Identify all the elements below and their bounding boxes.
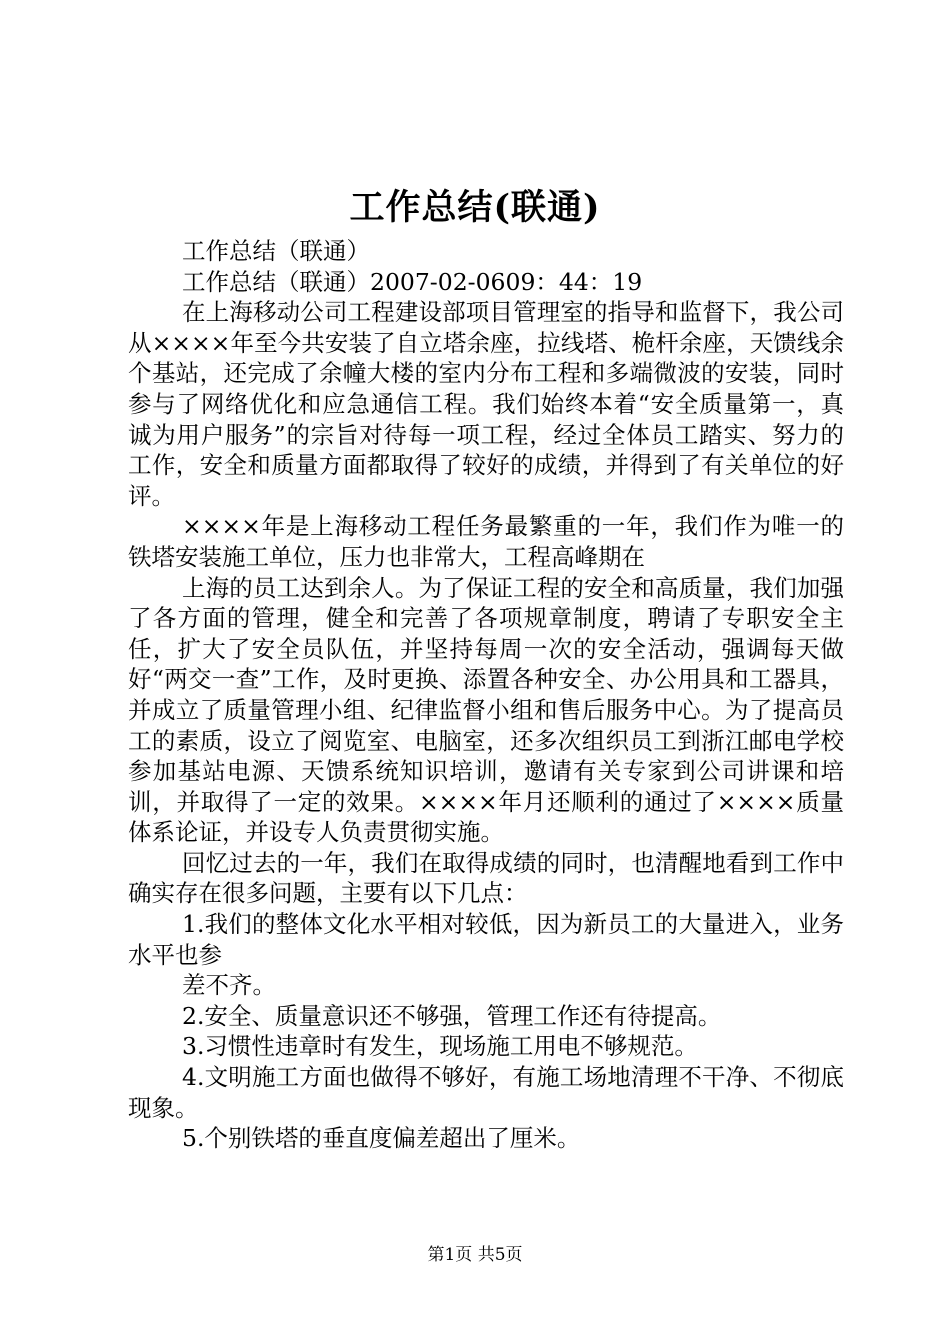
paragraph-subtitle: 工作总结（联通）: [182, 237, 370, 265]
document-title: 工作总结(联通): [349, 187, 601, 228]
paragraph-date-line: 工作总结（联通）2007-02-0609：44：19: [182, 267, 643, 296]
paragraph-review: 回忆过去的一年，我们在取得成绩的同时，也清醒地看到工作中确实存在很多问题，主要有以下几点：: [128, 848, 844, 908]
paragraph-intro: 在上海移动公司工程建设部项目管理室的指导和监督下，我公司从××××年至今共安装了自立塔余座，拉线塔、桅杆余座，天馈线余个基站，还完成了余幢大楼的室内分布工程和多端微波的安装，同时参与了网络优化和应急通信工程。我们始终本着“安全质量第一，真诚为用户服务”的宗旨对待每一项工程，经过全体员工踏实、努力的工作，安全和质量方面都取得了较好的成绩，并得到了有关单位的好评。: [128, 298, 844, 510]
page-footer: 第1页 共5页: [427, 1245, 523, 1265]
list-item-1-continued: 差不齐。: [182, 971, 276, 1000]
list-item-4: 4.文明施工方面也做得不够好，有施工场地清理不干净、不彻底现象。: [128, 1063, 844, 1122]
list-item-1: 1.我们的整体文化水平相对较低，因为新员工的大量进入，业务水平也参: [128, 910, 844, 969]
paragraph-workload: ××××年是上海移动工程任务最繁重的一年，我们作为唯一的铁塔安装施工单位，压力也非常大，工程高峰期在: [128, 512, 844, 571]
document-body: [128, 236, 844, 1154]
list-item-5: 5.个别铁塔的垂直度偏差超出了厘米。: [182, 1124, 581, 1153]
list-item-3: 3.习惯性违章时有发生，现场施工用电不够规范。: [182, 1032, 698, 1061]
paragraph-management: 上海的员工达到余人。为了保证工程的安全和高质量，我们加强了各方面的管理，健全和完善了各项规章制度，聘请了专职安全主任，扩大了安全员队伍，并坚持每周一次的安全活动，强调每天做好“两交一查”工作，及时更换、添置各种安全、办公用具和工器具，并成立了质量管理小组、纪律监督小组和售后服务中心。为了提高员工的素质，设立了阅览室、电脑室，还多次组织员工到浙江邮电学校参加基站电源、天馈系统知识培训，邀请有关专家到公司讲课和培训，并取得了一定的效果。××××年月还顺利的通过了××××质量体系论证，并设专人负责贯彻实施。: [128, 573, 844, 847]
list-item-2: 2.安全、质量意识还不够强，管理工作还有待提高。: [182, 1001, 722, 1030]
